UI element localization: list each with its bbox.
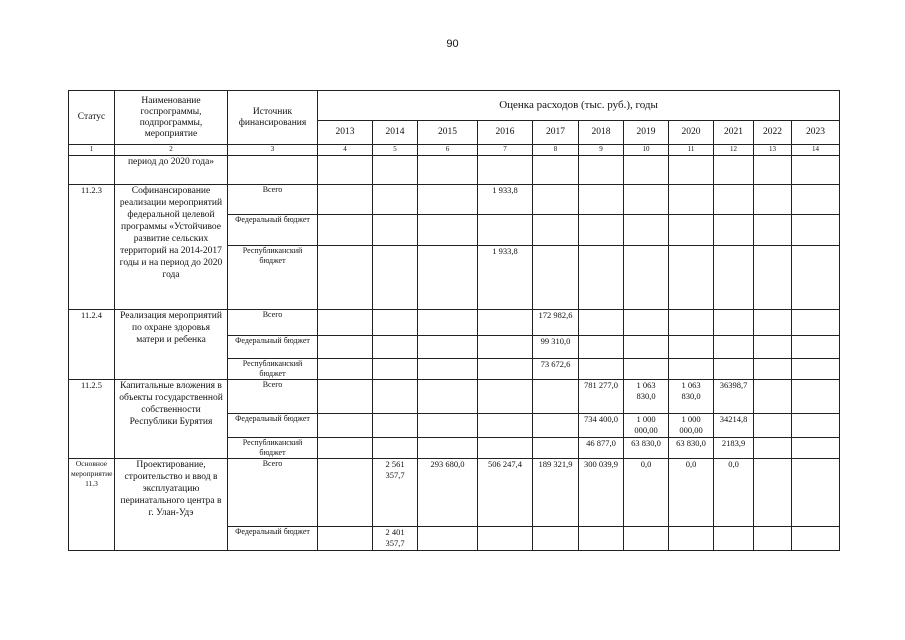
col-number: 12 — [714, 145, 754, 156]
source-cell: Республиканский бюджет — [228, 438, 318, 459]
value-cell: 2183,9 — [714, 438, 754, 459]
col-number: 13 — [754, 145, 792, 156]
value-cell: 734 400,0 — [579, 414, 624, 438]
col-number: 14 — [792, 145, 840, 156]
page-number: 90 — [446, 38, 459, 50]
header-source: Источник финансирования — [228, 91, 318, 145]
status-cell — [69, 156, 115, 185]
source-cell: Федеральный бюджет — [228, 527, 318, 551]
year-2019: 2019 — [624, 121, 669, 145]
status-11-3: Основное мероприятие 11.3 — [69, 459, 115, 551]
col-number: 4 — [318, 145, 373, 156]
value-cell: 36398,7 — [714, 380, 754, 414]
source-cell: Всего — [228, 310, 318, 336]
col-number: 11 — [669, 145, 714, 156]
col-number: 2 — [115, 145, 228, 156]
status-11-2-4: 11.2.4 — [69, 310, 115, 380]
measure-name: Софинансирование реализации мероприятий федеральной целевой программы «Устойчивое развитие сельских территорий на 2014-2017 годы и на период до 2020 года — [115, 185, 228, 310]
col-number: 10 — [624, 145, 669, 156]
value-cell: 63 830,0 — [669, 438, 714, 459]
source-cell: Федеральный бюджет — [228, 215, 318, 246]
year-2017: 2017 — [533, 121, 579, 145]
source-cell: Федеральный бюджет — [228, 414, 318, 438]
source-cell: Республиканский бюджет — [228, 246, 318, 310]
value-cell: 0,0 — [624, 459, 669, 527]
source-cell: Всего — [228, 380, 318, 414]
value-cell: 1 000 000,00 — [669, 414, 714, 438]
col-number: 6 — [418, 145, 478, 156]
source-cell: Всего — [228, 185, 318, 215]
source-cell — [228, 156, 318, 185]
source-cell: Республиканский бюджет — [228, 359, 318, 380]
measure-name: Реализация мероприятий по охране здоровья матери и ребенка — [115, 310, 228, 380]
value-cell: 1 933,8 — [478, 185, 533, 215]
value-cell: 1 063 830,0 — [669, 380, 714, 414]
measure-name: период до 2020 года» — [115, 156, 228, 185]
value-cell: 781 277,0 — [579, 380, 624, 414]
col-number: 1 — [69, 145, 115, 156]
year-2014: 2014 — [373, 121, 418, 145]
year-2018: 2018 — [579, 121, 624, 145]
year-2021: 2021 — [714, 121, 754, 145]
measure-name: Капитальные вложения в объекты государственной собственности Республики Бурятия — [115, 380, 228, 459]
year-2013: 2013 — [318, 121, 373, 145]
value-cell: 73 672,6 — [533, 359, 579, 380]
header-costs: Оценка расходов (тыс. руб.), годы — [318, 91, 840, 121]
value-cell: 2 401 357,7 — [373, 527, 418, 551]
value-cell: 2 561 357,7 — [373, 459, 418, 527]
value-cell: 99 310,0 — [533, 336, 579, 359]
col-number: 7 — [478, 145, 533, 156]
value-cell: 63 830,0 — [624, 438, 669, 459]
col-number: 3 — [228, 145, 318, 156]
year-2023: 2023 — [792, 121, 840, 145]
value-cell: 46 877,0 — [579, 438, 624, 459]
value-cell: 0,0 — [714, 459, 754, 527]
status-11-2-5: 11.2.5 — [69, 380, 115, 459]
budget-table — [68, 90, 840, 551]
col-number: 8 — [533, 145, 579, 156]
value-cell: 189 321,9 — [533, 459, 579, 527]
header-status: Статус — [69, 91, 115, 145]
measure-name: Проектирование, строительство и ввод в эксплуатацию перинатального центра в г. Улан-Удэ — [115, 459, 228, 551]
value-cell: 506 247,4 — [478, 459, 533, 527]
year-2016: 2016 — [478, 121, 533, 145]
value-cell: 293 680,0 — [418, 459, 478, 527]
year-2020: 2020 — [669, 121, 714, 145]
source-cell: Всего — [228, 459, 318, 527]
header-name: Наименование госпрограммы, подпрограммы, мероприятие — [115, 91, 228, 145]
col-number: 9 — [579, 145, 624, 156]
col-number: 5 — [373, 145, 418, 156]
status-11-2-3: 11.2.3 — [69, 185, 115, 310]
value-cell: 1 000 000,00 — [624, 414, 669, 438]
year-2015: 2015 — [418, 121, 478, 145]
value-cell: 300 039,9 — [579, 459, 624, 527]
year-2022: 2022 — [754, 121, 792, 145]
source-cell: Федеральный бюджет — [228, 336, 318, 359]
value-cell: 172 982,6 — [533, 310, 579, 336]
value-cell: 1 063 830,0 — [624, 380, 669, 414]
value-cell: 34214,8 — [714, 414, 754, 438]
value-cell: 0,0 — [669, 459, 714, 527]
value-cell: 1 933,8 — [478, 246, 533, 310]
